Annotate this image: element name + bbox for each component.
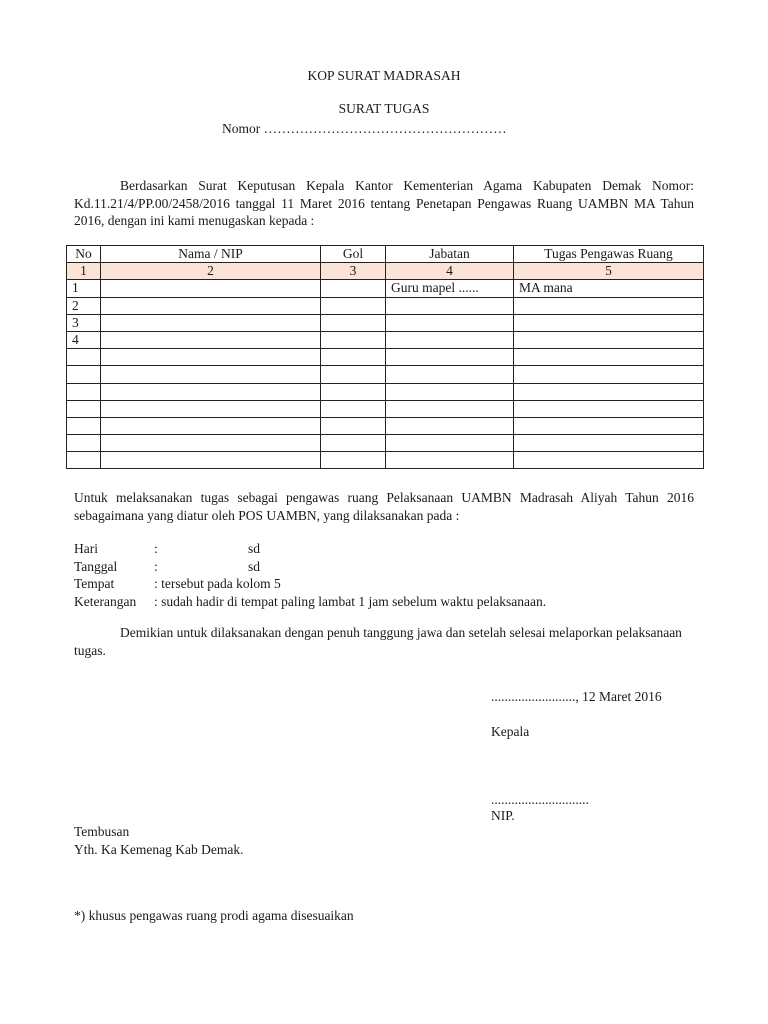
table-cell xyxy=(386,400,514,417)
signature-role: Kepala xyxy=(491,724,530,739)
col-header-nama-nip: Nama / NIP xyxy=(101,246,321,263)
table-cell xyxy=(514,417,704,434)
detail-hari xyxy=(74,540,714,558)
tanggal-label: Tanggal xyxy=(74,558,118,574)
signature-date: ........................., 12 Maret 2016 xyxy=(491,689,662,704)
table-cell xyxy=(514,366,704,383)
table-cell xyxy=(386,452,514,469)
hari-separator: : xyxy=(154,541,158,556)
task-intro-paragraph: Untuk melaksanakan tugas sebagai pengawas ruang Pelaksanaan UAMBN Madrasah Aliyah Tahun 2016 sebagaimana yang diatur oleh POS UAMBN, yang dilaksanakan pada : xyxy=(74,490,694,523)
table-cell xyxy=(514,400,704,417)
table-cell xyxy=(321,314,386,331)
table-cell xyxy=(321,383,386,400)
table-cell xyxy=(101,435,321,452)
footnote: *) khusus pengawas ruang prodi agama disesuaikan xyxy=(74,908,354,923)
column-number: 1 xyxy=(67,263,101,280)
table-cell xyxy=(321,435,386,452)
table-cell xyxy=(514,331,704,348)
table-cell xyxy=(67,349,101,366)
table-cell: MA mana xyxy=(514,280,704,297)
table-row xyxy=(67,297,704,314)
table-row xyxy=(67,349,704,366)
keterangan-label: Keterangan xyxy=(74,593,137,609)
table-row xyxy=(67,383,704,400)
closing-paragraph: Demikian untuk dilaksanakan dengan penuh tanggung jawa dan setelah selesai melaporkan pelaksanaan tugas. xyxy=(74,625,682,658)
letterhead-title: KOP SURAT MADRASAH xyxy=(307,68,461,83)
table-cell xyxy=(386,366,514,383)
table-cell xyxy=(514,349,704,366)
tembusan-recipient: Yth. Ka Kemenag Kab Demak. xyxy=(74,842,244,857)
table-cell xyxy=(101,452,321,469)
table-cell xyxy=(514,435,704,452)
table-cell: 3 xyxy=(67,314,101,331)
table-cell xyxy=(321,331,386,348)
col-header-jabatan: Jabatan xyxy=(386,246,514,263)
tempat-value: : tersebut pada kolom 5 xyxy=(154,576,281,591)
table-cell xyxy=(321,452,386,469)
intro-paragraph: Berdasarkan Surat Keputusan Kepala Kantor Kementerian Agama Kabupaten Demak Nomor: Kd.11.21/4/PP.00/2458/2016 tanggal 11 Maret 2016 tentang Penetapan Pengawas Ruang UAMBN MA Tahun 2016, dengan ini kami menugaskan kepada : xyxy=(74,178,694,228)
table-cell xyxy=(386,314,514,331)
table-cell xyxy=(386,297,514,314)
table-cell xyxy=(101,297,321,314)
table-cell xyxy=(67,417,101,434)
nomor-label: Nomor xyxy=(222,121,261,136)
column-number-row xyxy=(67,263,704,280)
col-header-tugas: Tugas Pengawas Ruang xyxy=(514,246,704,263)
keterangan-value: : sudah hadir di tempat paling lambat 1 jam sebelum waktu pelaksanaan. xyxy=(154,593,547,609)
table-cell xyxy=(67,383,101,400)
column-number: 5 xyxy=(514,263,704,280)
table-row xyxy=(67,314,704,331)
table-row xyxy=(67,366,704,383)
table-cell xyxy=(386,331,514,348)
table-cell xyxy=(101,383,321,400)
table-cell xyxy=(514,297,704,314)
table-cell xyxy=(386,417,514,434)
table-cell xyxy=(67,366,101,383)
hari-label: Hari xyxy=(74,541,98,556)
table-cell xyxy=(514,383,704,400)
table-cell xyxy=(67,400,101,417)
column-number: 3 xyxy=(321,263,386,280)
table-cell xyxy=(386,349,514,366)
table-cell xyxy=(67,452,101,469)
table-cell xyxy=(321,349,386,366)
table-cell xyxy=(514,314,704,331)
column-number: 2 xyxy=(101,263,321,280)
detail-keterangan xyxy=(74,593,714,611)
assignment-table xyxy=(66,245,704,469)
table-cell xyxy=(321,280,386,297)
table-cell xyxy=(321,297,386,314)
table-cell xyxy=(321,417,386,434)
signature-nip: NIP. xyxy=(491,808,515,823)
detail-tanggal xyxy=(74,558,714,576)
document-title: SURAT TUGAS xyxy=(338,101,430,116)
tanggal-sd: sd xyxy=(248,558,261,574)
table-cell: 1 xyxy=(67,280,101,297)
table-cell xyxy=(101,400,321,417)
table-row xyxy=(67,452,704,469)
task-details xyxy=(74,540,714,610)
column-number: 4 xyxy=(386,263,514,280)
table-cell xyxy=(386,383,514,400)
tembusan-label: Tembusan xyxy=(74,824,130,839)
hari-sd: sd xyxy=(248,541,261,556)
table-row xyxy=(67,435,704,452)
table-row xyxy=(67,400,704,417)
table-row xyxy=(67,417,704,434)
table-cell xyxy=(321,400,386,417)
table-cell xyxy=(386,435,514,452)
table-cell xyxy=(101,366,321,383)
table-cell xyxy=(101,417,321,434)
table-cell xyxy=(101,331,321,348)
table-cell xyxy=(514,452,704,469)
nomor-line xyxy=(222,121,507,137)
col-header-no: No xyxy=(67,246,101,263)
tanggal-separator: : xyxy=(154,558,158,574)
table-cell: 4 xyxy=(67,331,101,348)
tempat-label: Tempat xyxy=(74,576,115,591)
table-cell xyxy=(101,314,321,331)
nomor-dots: ……………………………………………… xyxy=(263,121,507,136)
table-row xyxy=(67,331,704,348)
signature-name-dots: ............................. xyxy=(491,792,589,807)
detail-tempat xyxy=(74,575,714,593)
table-row xyxy=(67,280,704,297)
table-cell xyxy=(101,280,321,297)
table-cell xyxy=(67,435,101,452)
table-cell xyxy=(101,349,321,366)
table-cell xyxy=(321,366,386,383)
table-header-row xyxy=(67,246,704,263)
col-header-gol: Gol xyxy=(321,246,386,263)
table-cell: Guru mapel ...... xyxy=(386,280,514,297)
table-cell: 2 xyxy=(67,297,101,314)
